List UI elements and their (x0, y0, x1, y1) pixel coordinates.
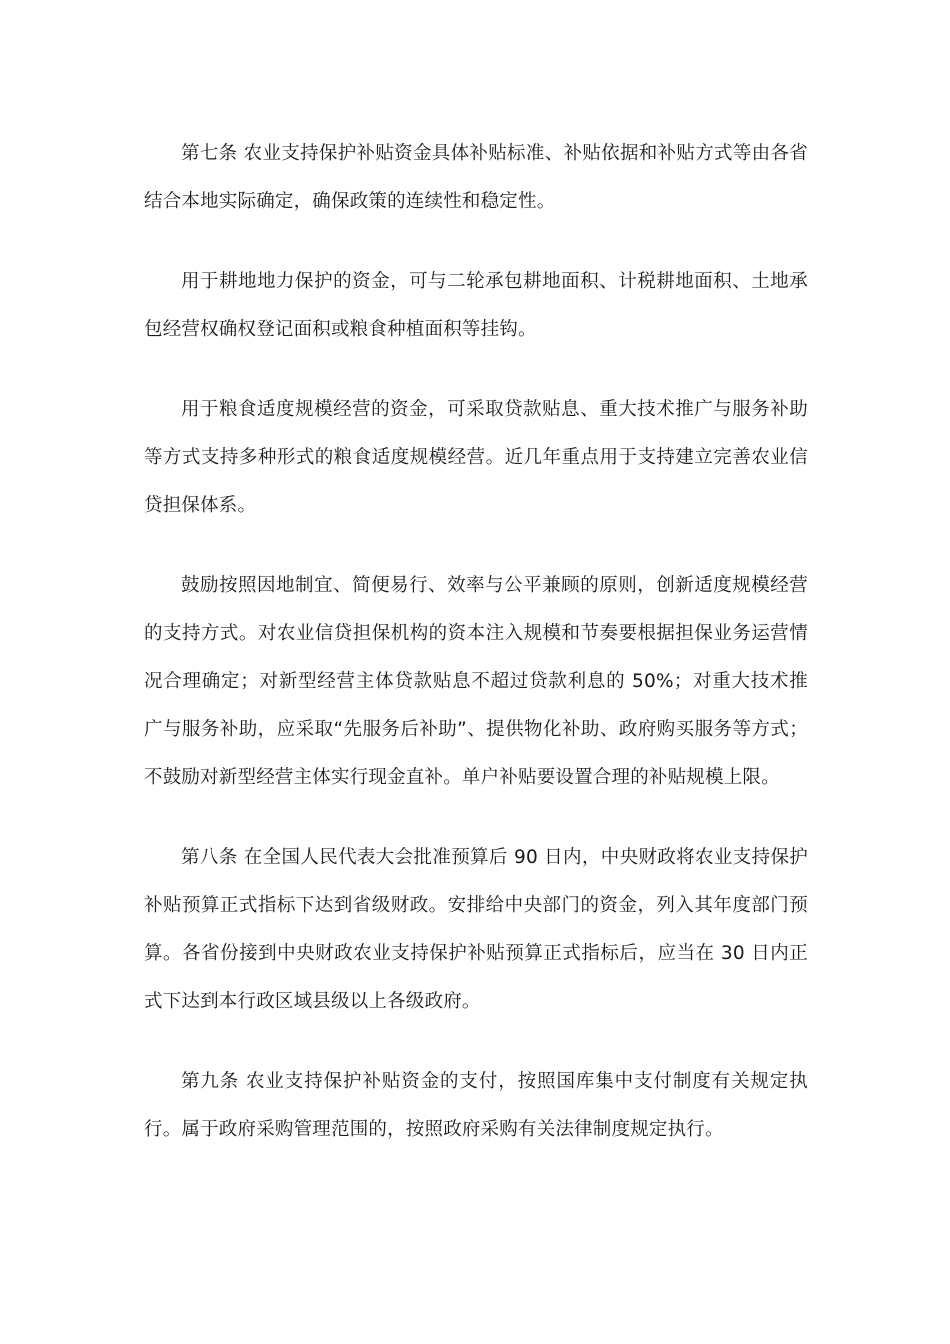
document-body (144, 130, 808, 1186)
paragraph-article-7: 第七条 农业支持保护补贴资金具体补贴标准、补贴依据和补贴方式等由各省结合本地实际确定，确保政策的连续性和稳定性。 (144, 143, 808, 212)
paragraph-article-9: 第九条 农业支持保护补贴资金的支付，按照国库集中支付制度有关规定执行。属于政府采购管理范围的，按照政府采购有关法律制度规定执行。 (144, 1071, 808, 1140)
paragraph-support-methods: 鼓励按照因地制宜、简便易行、效率与公平兼顾的原则，创新适度规模经营的支持方式。对农业信贷担保机构的资本注入规模和节奏要根据担保业务运营情况合理确定；对新型经营主体贷款贴息不超过贷款利息的 50%；对重大技术推广与服务补助，应采取“先服务后补助”、提供物化补助、政府购买服务等方式；不鼓励对新型经营主体实行现金直补。单户补贴要设置合理的补贴规模上限。 (144, 575, 808, 788)
paragraph-farmland-protection: 用于耕地地力保护的资金，可与二轮承包耕地面积、计税耕地面积、土地承包经营权确权登记面积或粮食种植面积等挂钩。 (144, 271, 808, 340)
paragraph-grain-scale-operation: 用于粮食适度规模经营的资金，可采取贷款贴息、重大技术推广与服务补助等方式支持多种形式的粮食适度规模经营。近几年重点用于支持建立完善农业信贷担保体系。 (144, 399, 808, 516)
paragraph-article-8: 第八条 在全国人民代表大会批准预算后 90 日内，中央财政将农业支持保护补贴预算正式指标下达到省级财政。安排给中央部门的资金，列入其年度部门预算。各省份接到中央财政农业支持保护补贴预算正式指标后，应当在 30 日内正式下达到本行政区域县级以上各级政府。 (144, 847, 808, 1012)
